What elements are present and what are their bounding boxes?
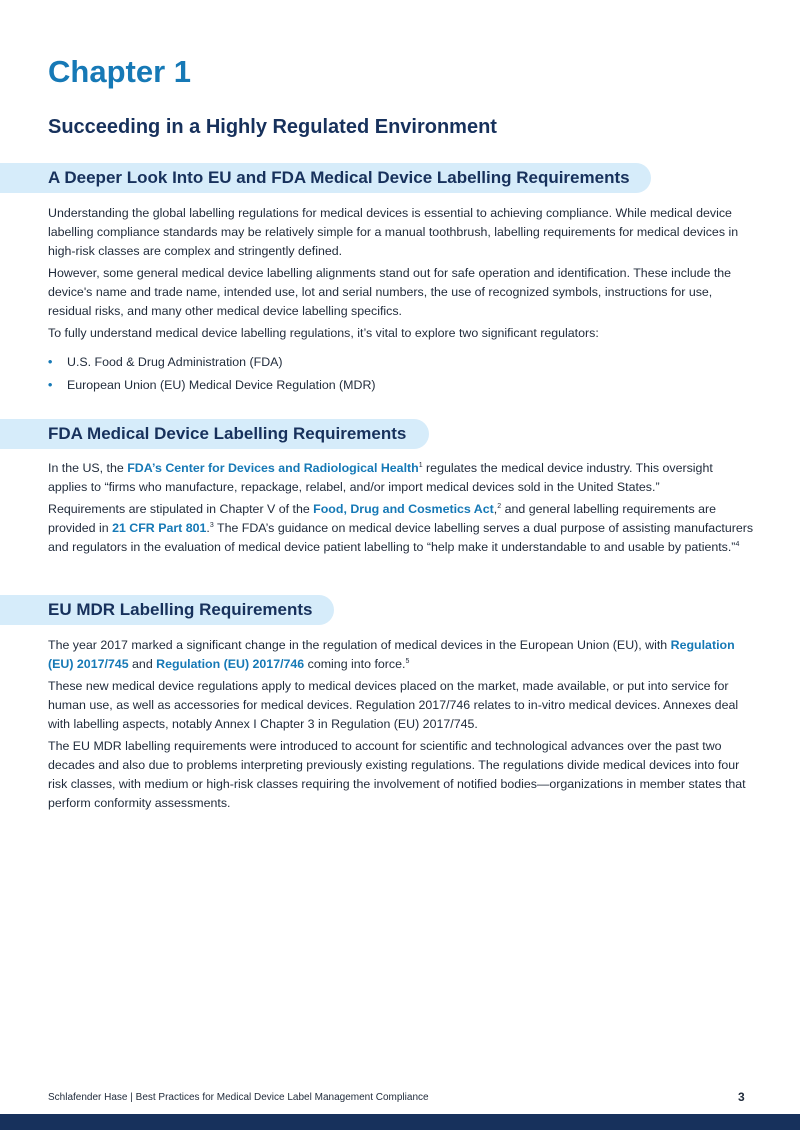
text-run: The FDA’s guidance on medical device labelling serves a dual purpose of assisting manufacturers and regulators in the evaluation of medical device patient labelling to “help make it understandable to and usable by patients.”	[48, 521, 754, 554]
section-body-eu-mdr	[48, 636, 754, 816]
footer-text: Schlafender Hase | Best Practices for Medical Device Label Management Compliance	[48, 1092, 429, 1103]
text-run: In the US, the	[48, 461, 128, 475]
text-run: and	[128, 657, 157, 671]
paragraph: However, some general medical device labelling alignments stand out for safe operation and identification. These include the device's name and trade name, intended use, lot and serial numbers, the use of recognized symbols, instructions for use, residual risks, and many other medical device labelling specifics.	[48, 266, 732, 318]
list-item	[48, 353, 754, 372]
section-heading: FDA Medical Device Labelling Requirements	[48, 424, 407, 443]
paragraph	[48, 500, 754, 557]
regulation-2017-746-link[interactable]: Regulation (EU) 2017/746	[156, 657, 305, 671]
footnote-ref: 4	[735, 540, 740, 548]
paragraph: To fully understand medical device labelling regulations, it’s vital to explore two significant regulators:	[48, 326, 599, 340]
regulator-list	[48, 353, 754, 395]
section-body-eu-fda	[48, 204, 754, 399]
text-run: ,	[493, 502, 498, 516]
text-run: and general labelling requirements are provided in	[48, 502, 717, 535]
fdc-act-link[interactable]: Food, Drug and Cosmetics Act	[313, 502, 494, 516]
section-banner-eu-mdr	[0, 595, 334, 625]
text-run: regulates the medical device industry. This oversight applies to “firms who manufacture, repackage, relabel, and/or import medical devices sold in the United States.”	[48, 461, 713, 494]
bullet-icon: •	[48, 355, 53, 369]
bullet-icon: •	[48, 378, 53, 392]
footnote-ref: 2	[497, 502, 502, 510]
list-item-text: U.S. Food & Drug Administration (FDA)	[67, 355, 283, 369]
section-body-fda	[48, 459, 754, 560]
section-banner-eu-fda	[0, 163, 651, 193]
text-run: .	[206, 521, 210, 535]
regulation-2017-745-link[interactable]: Regulation (EU) 2017/745	[48, 638, 735, 671]
text-run: coming into force.	[304, 657, 406, 671]
footnote-ref: 1	[418, 461, 423, 469]
fda-cdrh-link[interactable]: FDA’s Center for Devices and Radiological Health	[127, 461, 419, 475]
section-banner-fda	[0, 419, 429, 449]
cfr-part-801-link[interactable]: 21 CFR Part 801	[112, 521, 207, 535]
footnote-ref: 5	[405, 657, 410, 665]
paragraph: These new medical device regulations apply to medical devices placed on the market, made available, or put into service for human use, as well as accessories for medical devices. Regulation 2017/746 relates to in-vitro medical devices. Annexes deal with labelling aspects, notably Annex I Chapter 3 in Regulation (EU) 2017/745.	[48, 679, 739, 731]
footer-bar	[0, 1114, 800, 1130]
list-item-text: European Union (EU) Medical Device Regulation (MDR)	[67, 378, 376, 392]
paragraph: The EU MDR labelling requirements were introduced to account for scientific and technological advances over the past two decades and also due to problems interpreting previously existing regulations. The regulations divide medical devices into four risk classes, with medium or high-risk classes requiring the involvement of notified bodies—organizations in member states that perform conformity assessments.	[48, 739, 746, 810]
paragraph: Understanding the global labelling regulations for medical devices is essential to achieving compliance. While medical device labelling compliance standards may be relatively simple for a manual toothbrush, labelling requirements for medical devices in high-risk classes are complex and stringently defined.	[48, 206, 739, 258]
text-run: Requirements are stipulated in Chapter V of the	[48, 502, 314, 516]
footnote-ref: 3	[209, 521, 214, 529]
list-item	[48, 376, 754, 395]
chapter-title: Chapter 1	[48, 54, 191, 89]
text-run: The year 2017 marked a significant change in the regulation of medical devices in the European Union (EU), with	[48, 638, 671, 652]
section-heading: A Deeper Look Into EU and FDA Medical Device Labelling Requirements	[48, 168, 630, 187]
section-heading: EU MDR Labelling Requirements	[48, 600, 313, 619]
page-number: 3	[738, 1090, 745, 1104]
chapter-subtitle: Succeeding in a Highly Regulated Environment	[48, 116, 497, 138]
paragraph	[48, 459, 754, 497]
paragraph	[48, 636, 754, 674]
